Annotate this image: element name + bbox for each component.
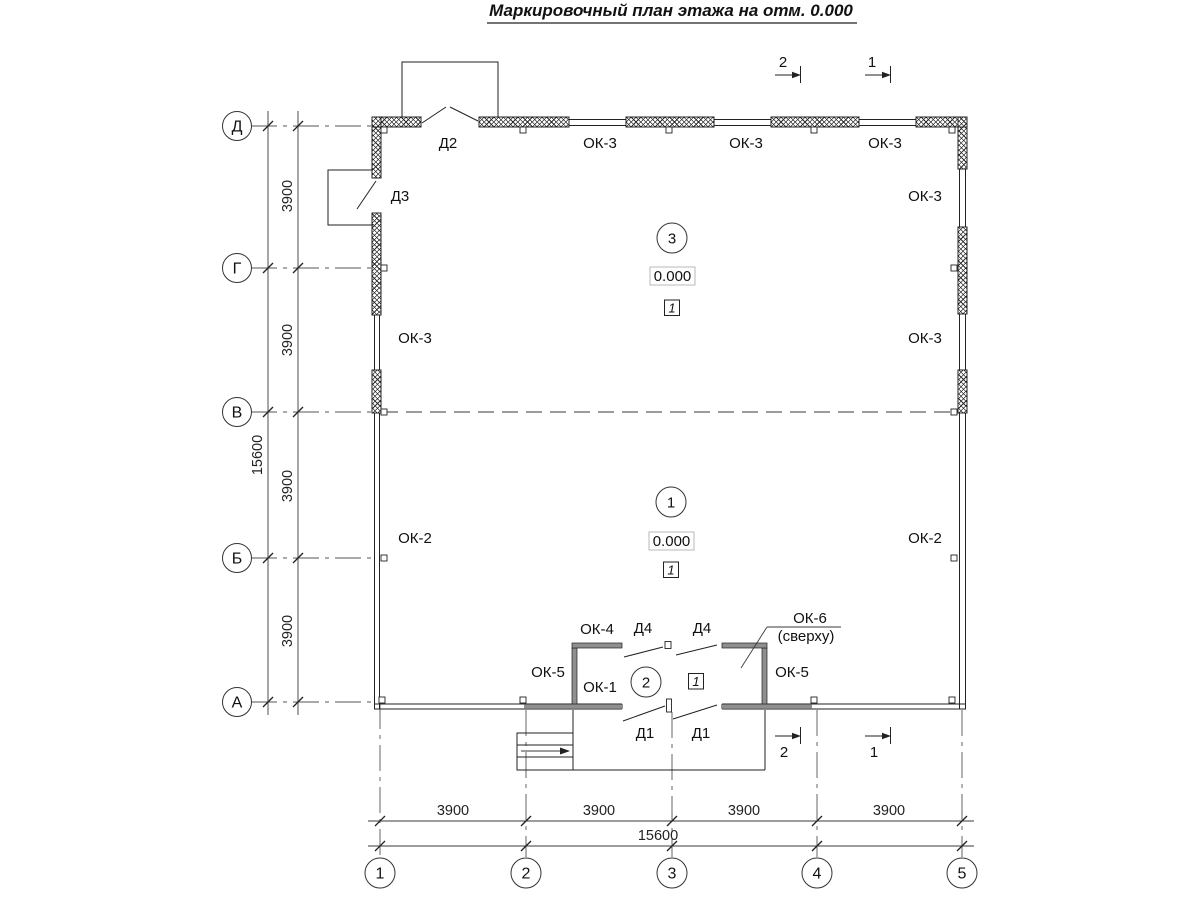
door-d2-leaf (422, 107, 446, 123)
window-mark-ok5: ОК-5 (775, 664, 809, 681)
dim-bay-label: 3900 (727, 803, 761, 819)
vestibule-wall-ok5 (762, 648, 767, 704)
wall-pier (958, 370, 967, 413)
dim-bay-label: 3900 (280, 469, 296, 503)
window-mark-ok5: ОК-5 (531, 664, 565, 681)
svg-text:2: 2 (778, 54, 788, 71)
section-arrow (882, 733, 891, 739)
wall-pier (372, 117, 421, 127)
door-mark-d4: Д4 (692, 620, 712, 637)
window-mark-ok3: ОК-3 (398, 330, 432, 347)
svg-text:1: 1 (869, 744, 879, 761)
door-mark-d1: Д1 (691, 725, 711, 742)
wall-pier (626, 117, 714, 127)
axis-label: В (231, 404, 243, 422)
window-mark-ok2: ОК-2 (908, 530, 942, 547)
wall-pier (372, 370, 381, 413)
axis-label: А (231, 694, 243, 712)
dim-total-label: 15600 (250, 434, 266, 476)
entrance-platform (573, 710, 765, 770)
window-mark-ok1: ОК-1 (583, 679, 617, 696)
elevation-mark: 0.000 (653, 268, 692, 285)
window-glazing (722, 705, 812, 709)
section-mark-1-top (865, 54, 891, 83)
room-number: 3 (667, 230, 677, 248)
thin-wall (374, 413, 966, 709)
window-ok1-glazing (524, 705, 622, 709)
window-opening-ok3 (569, 120, 916, 126)
wall-pier (372, 213, 381, 315)
door-d3-porch (328, 170, 373, 225)
dim-bay-label: 3900 (280, 179, 296, 213)
door-mark-d3: Д3 (390, 188, 410, 205)
dim-bay-label: 3900 (280, 614, 296, 648)
axis-label: Д (231, 118, 243, 136)
door-d1-post (667, 699, 672, 712)
window-mark-ok4: ОК-4 (580, 621, 614, 638)
door-d3-leaf (357, 181, 376, 209)
section-arrow (792, 733, 801, 739)
door-mark-d1: Д1 (635, 725, 655, 742)
entrance-stairs (517, 733, 573, 770)
door-mark-d2: Д2 (438, 135, 458, 152)
vestibule-wall-ok6 (722, 643, 767, 648)
door-d4-post (665, 642, 671, 649)
door-d4-leaf (676, 645, 717, 655)
axis-label: 3 (667, 865, 677, 883)
door-mark-d4: Д4 (633, 620, 653, 637)
window-mark-ok3: ОК-3 (583, 135, 617, 152)
axis-label: 4 (812, 865, 822, 883)
axis-label: Б (231, 550, 243, 568)
wall-pier (479, 117, 569, 127)
vestibule-wall-ok5 (572, 648, 577, 704)
window-mark-ok3: ОК-3 (908, 188, 942, 205)
window-mark-ok6-note: (сверху) (777, 628, 835, 645)
dim-bay-label: 3900 (872, 803, 906, 819)
room-number: 1 (666, 494, 676, 512)
section-arrow (882, 72, 891, 78)
dim-total-label: 15600 (637, 828, 679, 844)
wall-pier (916, 117, 967, 127)
wall-pier (958, 117, 967, 169)
axis-label: Г (232, 260, 242, 278)
vestibule-wall-ok4 (572, 643, 622, 648)
wall-pier (771, 117, 859, 127)
floor-type-mark: 1 (692, 674, 700, 689)
section-mark-2-bottom (775, 727, 801, 761)
door-d1-leaf (673, 705, 717, 719)
door-d4-leaf (624, 647, 663, 657)
elevation-mark: 0.000 (652, 533, 691, 550)
window-mark-ok3: ОК-3 (868, 135, 902, 152)
wall-pier (372, 117, 381, 178)
window-mark-ok2: ОК-2 (398, 530, 432, 547)
section-arrow (792, 72, 801, 78)
wall-pier (958, 227, 967, 314)
axis-label: 1 (375, 865, 385, 883)
door-d2-porch (402, 62, 498, 117)
floor-type-mark: 1 (667, 562, 675, 578)
column-marker (379, 127, 957, 703)
floor-type-mark: 1 (668, 300, 676, 316)
section-mark-1-bottom (865, 727, 891, 761)
stair-direction-arrow (560, 748, 570, 755)
dim-bay-label: 3900 (436, 803, 470, 819)
window-mark-ok3: ОК-3 (908, 330, 942, 347)
svg-text:2: 2 (779, 744, 789, 761)
section-mark-2-top (775, 54, 801, 83)
axis-label: 5 (957, 865, 967, 883)
axis-label: 2 (521, 865, 531, 883)
dim-bay-label: 3900 (280, 323, 296, 357)
drawing-title: Маркировочный план этажа на отм. 0.000 (489, 1, 853, 20)
dim-bay-label: 3900 (582, 803, 616, 819)
door-d1-leaf (623, 706, 665, 721)
door-d2-leaf (450, 107, 478, 121)
svg-text:1: 1 (867, 54, 877, 71)
room-number: 2 (641, 674, 651, 692)
window-mark-ok3: ОК-3 (729, 135, 763, 152)
window-mark-ok6: ОК-6 (793, 610, 827, 627)
